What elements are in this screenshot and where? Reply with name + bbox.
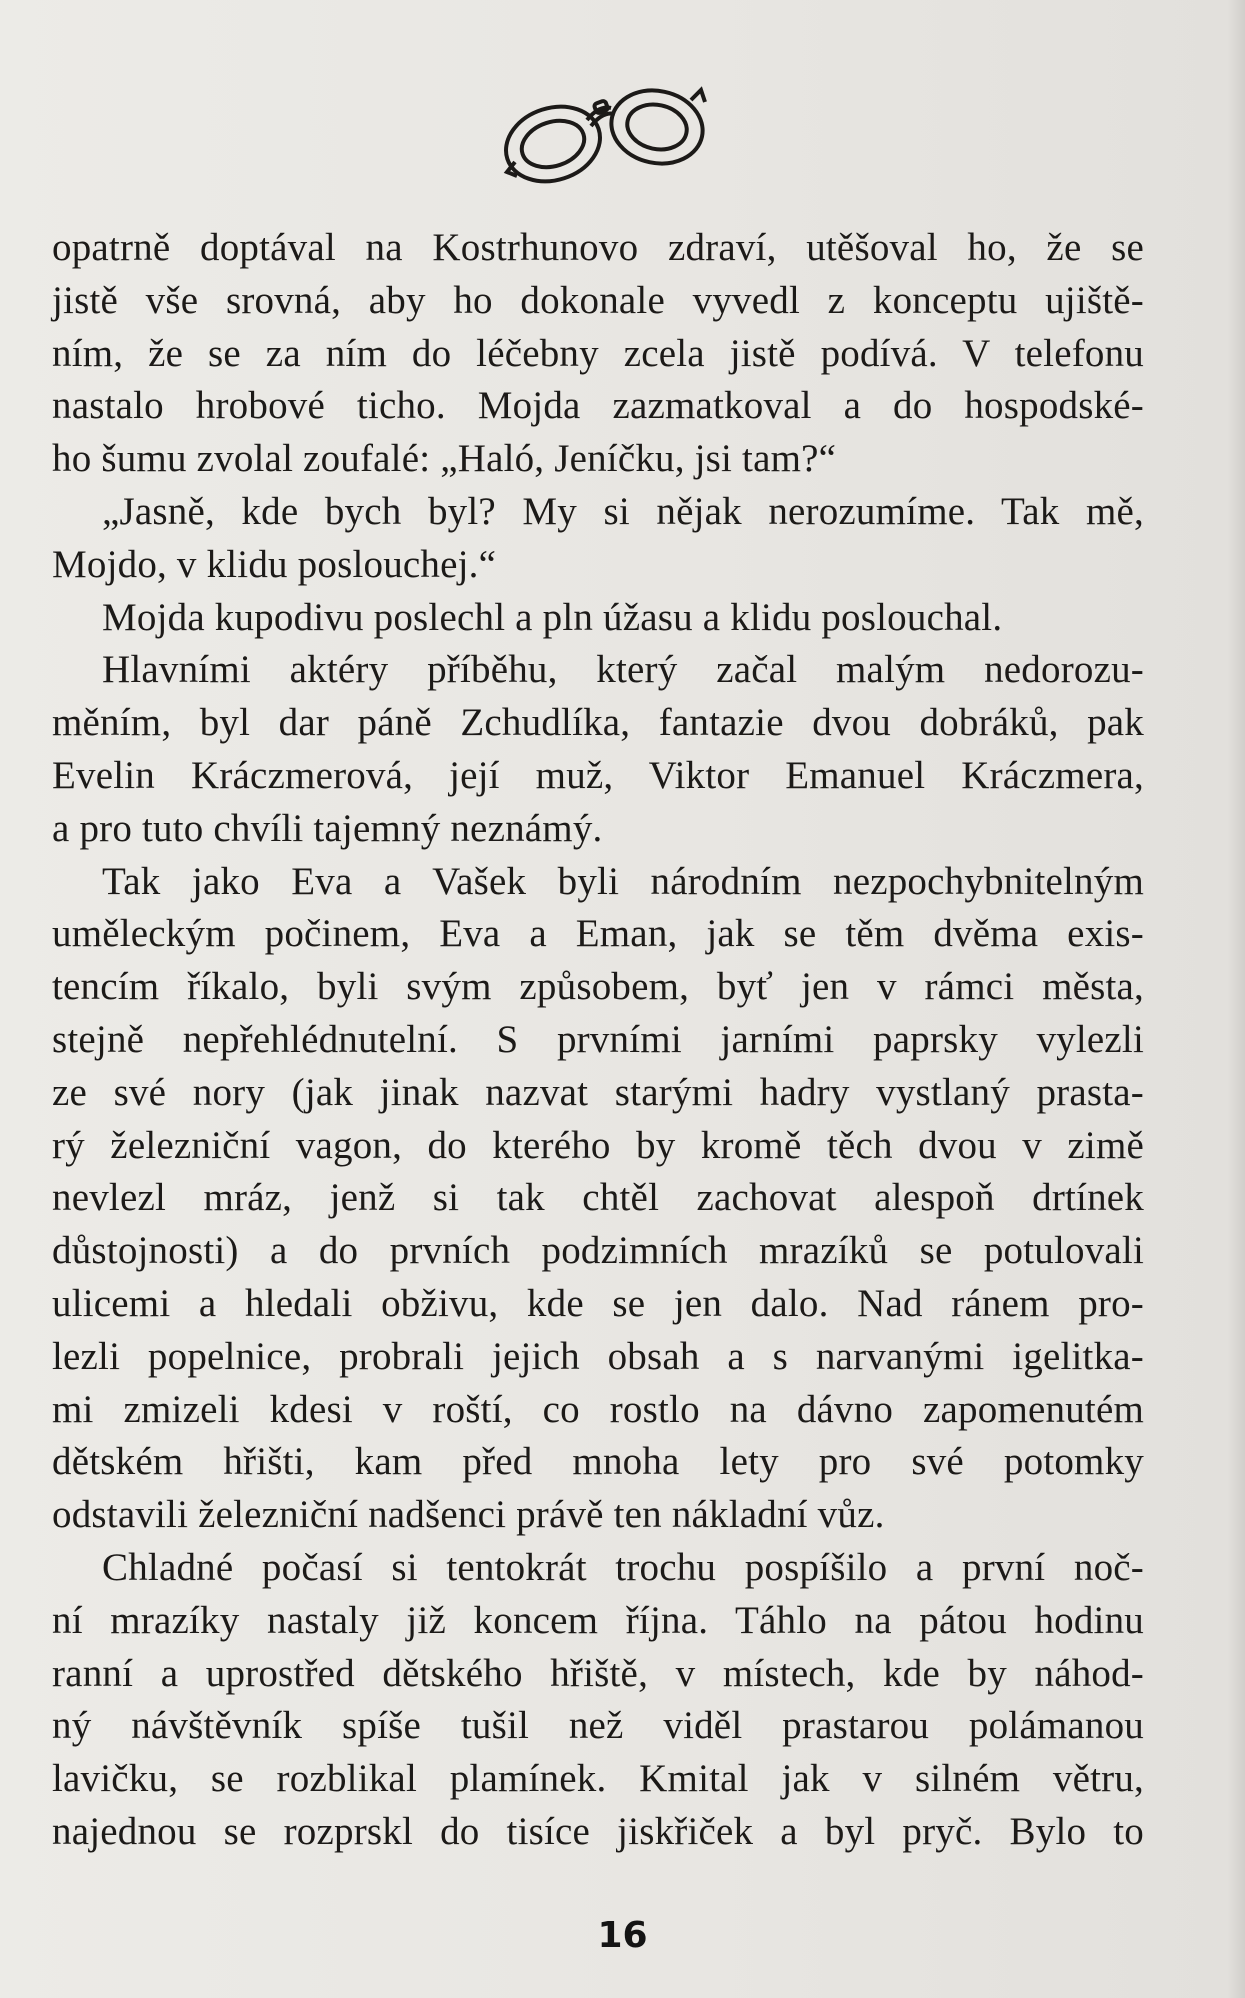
text-line: stejně nepřehlédnutelní. S prvními jarními paprsky vylezli <box>52 1017 1144 1061</box>
text-line: nastalo hrobové ticho. Mojda zazmatkoval a do hospodské- <box>52 384 1144 428</box>
text-line: dětském hřišti, kam před mnoha lety pro své potomky <box>52 1440 1144 1484</box>
text-line: tencím říkalo, byli svým způsobem, byť jen v rámci města, <box>52 965 1144 1009</box>
page-number: 16 <box>597 1915 648 1956</box>
text-line: lezli popelnice, probrali jejich obsah a s narvanými igelitka- <box>52 1334 1144 1378</box>
text-line: Tak jako Eva a Vašek byli národním nezpochybnitelným <box>102 859 1144 903</box>
text-line: lavičku, se rozblikal plamínek. Kmital jak v silném větru, <box>52 1757 1144 1801</box>
handcuffs-icon <box>495 72 715 192</box>
text-line: ranní a uprostřed dětského hřiště, v místech, kde by náhod- <box>52 1651 1144 1695</box>
text-line: nevlezl mráz, jenž si tak chtěl zachovat alespoň drtínek <box>52 1176 1144 1220</box>
text-line: „Jasně, kde bych byl? My si nějak nerozumíme. Tak mě, <box>102 489 1144 533</box>
text-line: ulicemi a hledali obživu, kde se jen dalo. Nad ránem pro- <box>52 1281 1144 1325</box>
text-line: Mojdo, v klidu poslouchej.“ <box>52 542 497 586</box>
text-line: jistě vše srovná, aby ho dokonale vyvedl z konceptu ujiště- <box>52 278 1144 322</box>
text-line: mi zmizeli kdesi v roští, co rostlo na dávno zapomenutém <box>52 1387 1144 1431</box>
text-line: ní mrazíky nastaly již koncem října. Táhlo na pátou hodinu <box>52 1598 1144 1642</box>
page-edge-shadow <box>1227 0 1245 1998</box>
text-line: měním, byl dar páně Zchudlíka, fantazie dvou dobráků, pak <box>52 701 1144 745</box>
text-line: důstojnosti) a do prvních podzimních mrazíků se potulovali <box>52 1229 1144 1273</box>
text-line: ním, že se za ním do léčebny zcela jistě podívá. V telefonu <box>52 331 1144 375</box>
text-line: najednou se rozprskl do tisíce jiskřiček a byl pryč. Bylo to <box>52 1809 1144 1853</box>
text-line: opatrně doptával na Kostrhunovo zdraví, utěšoval ho, že se <box>52 226 1144 269</box>
text-line: ný návštěvník spíše tušil než viděl prastarou polámanou <box>52 1704 1144 1748</box>
handcuffs-ornament <box>495 72 715 192</box>
text-line: uměleckým počinem, Eva a Eman, jak se těm dvěma exis- <box>52 912 1144 956</box>
text-line: a pro tuto chvíli tajemný neznámý. <box>52 806 603 850</box>
text-line: rý železniční vagon, do kterého by kromě těch dvou v zimě <box>52 1123 1144 1167</box>
text-line: Mojda kupodivu poslechl a pln úžasu a klidu poslouchal. <box>102 595 1003 639</box>
text-line: ze své nory (jak jinak nazvat starými hadry vystlaný prasta- <box>52 1070 1144 1114</box>
text-line: Chladné počasí si tentokrát trochu pospíšilo a první noč- <box>102 1545 1144 1589</box>
text-line: Evelin Kráczmerová, její muž, Viktor Emanuel Kráczmera, <box>52 753 1144 797</box>
text-line: Hlavními aktéry příběhu, který začal malým nedorozu- <box>102 648 1144 692</box>
body-text <box>52 222 1144 1859</box>
text-line: ho šumu zvolal zoufalé: „Haló, Jeníčku, jsi tam?“ <box>52 437 837 481</box>
text-line: odstavili železniční nadšenci právě ten nákladní vůz. <box>52 1493 885 1537</box>
